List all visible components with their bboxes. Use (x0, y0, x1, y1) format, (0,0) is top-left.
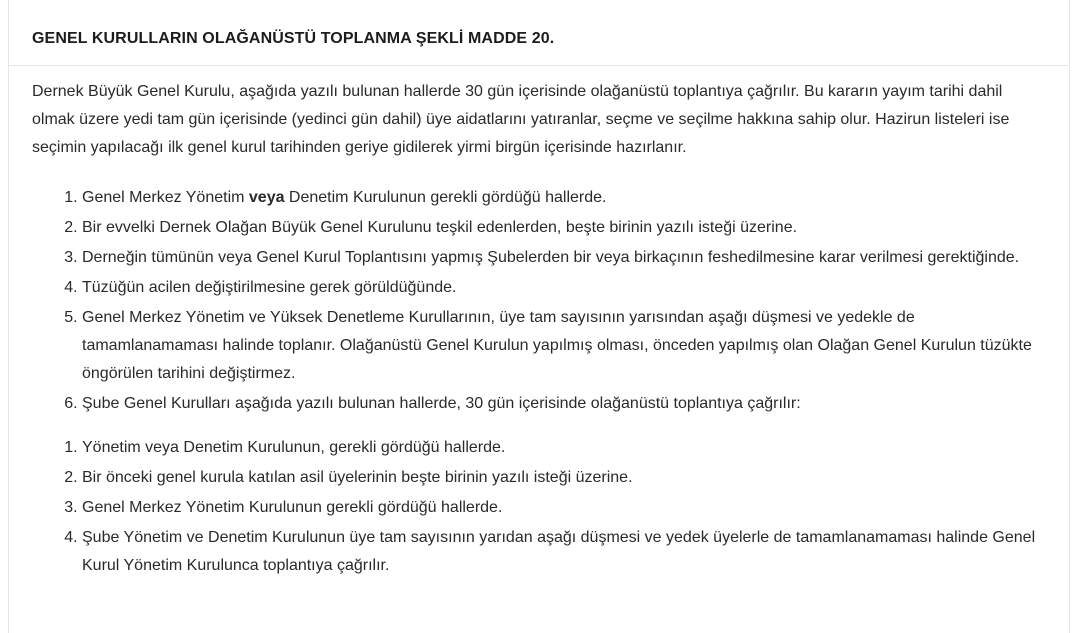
list-item: 5. Genel Merkez Yönetim ve Yüksek Denetleme Kurullarının, üye tam sayısının yarısından aşağı düşmesi ve yedekle de tamamlanamaması halinde toplanır. Olağanüstü Genel Kurulun yapılmış olması, önceden yapılmış olan Olağan Genel Kurulun tüzükte öngörülen tarihini değiştirmez. (82, 304, 1042, 388)
condition-list (32, 184, 1042, 418)
list-item: 2. Bir evvelki Dernek Olağan Büyük Genel Kurulunu teşkil edenlerden, beşte birinin yazılı isteği üzerine. (82, 214, 1042, 242)
list-item: 6. Şube Genel Kurulları aşağıda yazılı bulunan hallerde, 30 gün içerisinde olağanüstü toplantıya çağrılır: (82, 390, 1042, 418)
list-item: 2. Bir önceki genel kurula katılan asil üyelerinin beşte birinin yazılı isteği üzerine. (82, 464, 1042, 492)
list-item: 4. Şube Yönetim ve Denetim Kurulunun üye tam sayısının yarıdan aşağı düşmesi ve yedek üyelerle de tamamlanamaması halinde Genel Kurul Yönetim Kurulunca toplantıya çağrılır. (82, 524, 1042, 580)
article-header (8, 0, 1070, 66)
list-item (82, 184, 1042, 212)
intro-paragraph: Dernek Büyük Genel Kurulu, aşağıda yazılı bulunan hallerde 30 gün içerisinde olağanüstü toplantıya çağrılır. Bu kararın yayım tarihi dahil olmak üzere yedi tam gün içerisinde (yedinci gün dahil) üye aidatlarını yatıranlar, seçme ve seçilme hakkına sahip olur. Hazirun listeleri ise seçimin yapılacağı ilk genel kurul tarihinden geriye gidilerek yirmi birgün içerisinde hazırlanır. (32, 83, 1010, 156)
list-item: 4. Tüzüğün acilen değiştirilmesine gerek görüldüğünde. (82, 274, 1042, 302)
list-item: 3. Derneğin tümünün veya Genel Kurul Toplantısını yapmış Şubelerden bir veya birkaçının feshedilmesine karar verilmesi gerektiğinde. (82, 244, 1042, 272)
list-item-text: Denetim Kurulunun gerekli gördüğü hallerde. (284, 189, 607, 206)
list-item: 1. Yönetim veya Denetim Kurulunun, gerekli gördüğü hallerde. (82, 434, 1042, 462)
list-item: 3. Genel Merkez Yönetim Kurulunun gerekli gördüğü hallerde. (82, 494, 1042, 522)
branch-condition-list (32, 434, 1042, 580)
article-title: GENEL KURULLARIN OLAĞANÜSTÜ TOPLANMA ŞEKLİ MADDE 20. (32, 30, 555, 47)
list-item-text: Genel Merkez Yönetim (82, 189, 249, 206)
list-item-emphasis: veya (248, 189, 285, 206)
article-body (32, 78, 1042, 582)
